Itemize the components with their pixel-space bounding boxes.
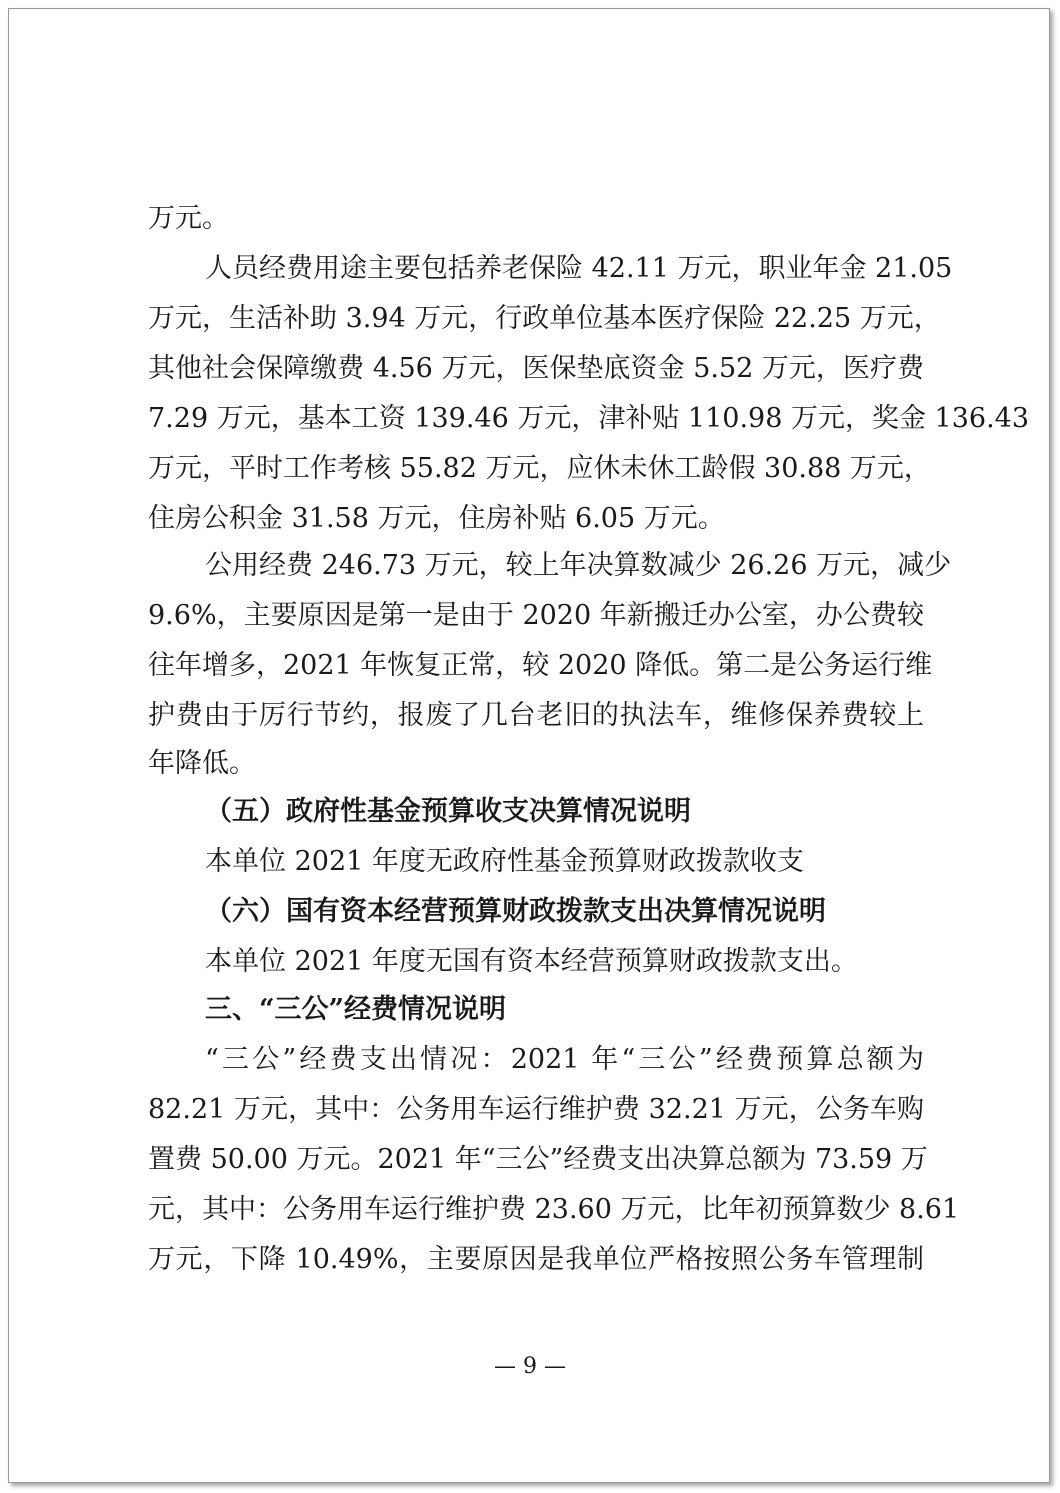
text-line: 人员经费用途主要包括养老保险 42.11 万元，职业年金 21.05 (205, 253, 953, 284)
text-line: 置费 50.00 万元。2021 年“三公”经费支出决算总额为 73.59 万 (148, 1144, 928, 1175)
text-line: 护费由于厉行节约，报废了几台老旧的执法车，维修保养费较上 (148, 700, 924, 731)
section-heading: 三、“三公”经费情况说明 (205, 994, 507, 1025)
text-line: 年降低。 (148, 748, 256, 779)
text-line: 其他社会保障缴费 4.56 万元，医保垫底资金 5.52 万元，医疗费 (148, 353, 924, 384)
text-line: 本单位 2021 年度无国有资本经营预算财政拨款支出。 (205, 946, 858, 977)
text-line: 公用经费 246.73 万元，较上年决算数减少 26.26 万元，减少 (205, 550, 952, 581)
text-line: 万元，下降 10.49%，主要原因是我单位严格按照公务车管理制 (148, 1244, 924, 1275)
text-line: 7.29 万元，基本工资 139.46 万元，津补贴 110.98 万元，奖金 136.43 (148, 403, 1030, 434)
text-line: 万元。 (148, 203, 229, 234)
text-line: 万元，平时工作考核 55.82 万元，应休未休工龄假 30.88 万元， (148, 453, 931, 484)
text-line: 元，其中：公务用车运行维护费 23.60 万元，比年初预算数少 8.61 (148, 1194, 960, 1225)
section-heading: （五）政府性基金预算收支决算情况说明 (205, 796, 691, 827)
section-heading: （六）国有资本经营预算财政拨款支出决算情况说明 (205, 896, 826, 927)
text-line: 本单位 2021 年度无政府性基金预算财政拨款收支 (205, 846, 804, 877)
page-number: — 9 — (494, 1354, 566, 1379)
text-line: 往年增多，2021 年恢复正常，较 2020 降低。第二是公务运行维 (148, 650, 933, 681)
text-line: 住房公积金 31.58 万元，住房补贴 6.05 万元。 (148, 503, 725, 534)
text-line: 万元，生活补助 3.94 万元，行政单位基本医疗保险 22.25 万元， (148, 303, 941, 334)
text-line: “三公”经费支出情况：2021 年“三公”经费预算总额为 (205, 1044, 924, 1075)
text-line: 82.21 万元，其中：公务用车运行维护费 32.21 万元，公务车购 (148, 1094, 924, 1125)
text-line: 9.6%，主要原因是第一是由于 2020 年新搬迁办公室，办公费较 (148, 600, 924, 631)
